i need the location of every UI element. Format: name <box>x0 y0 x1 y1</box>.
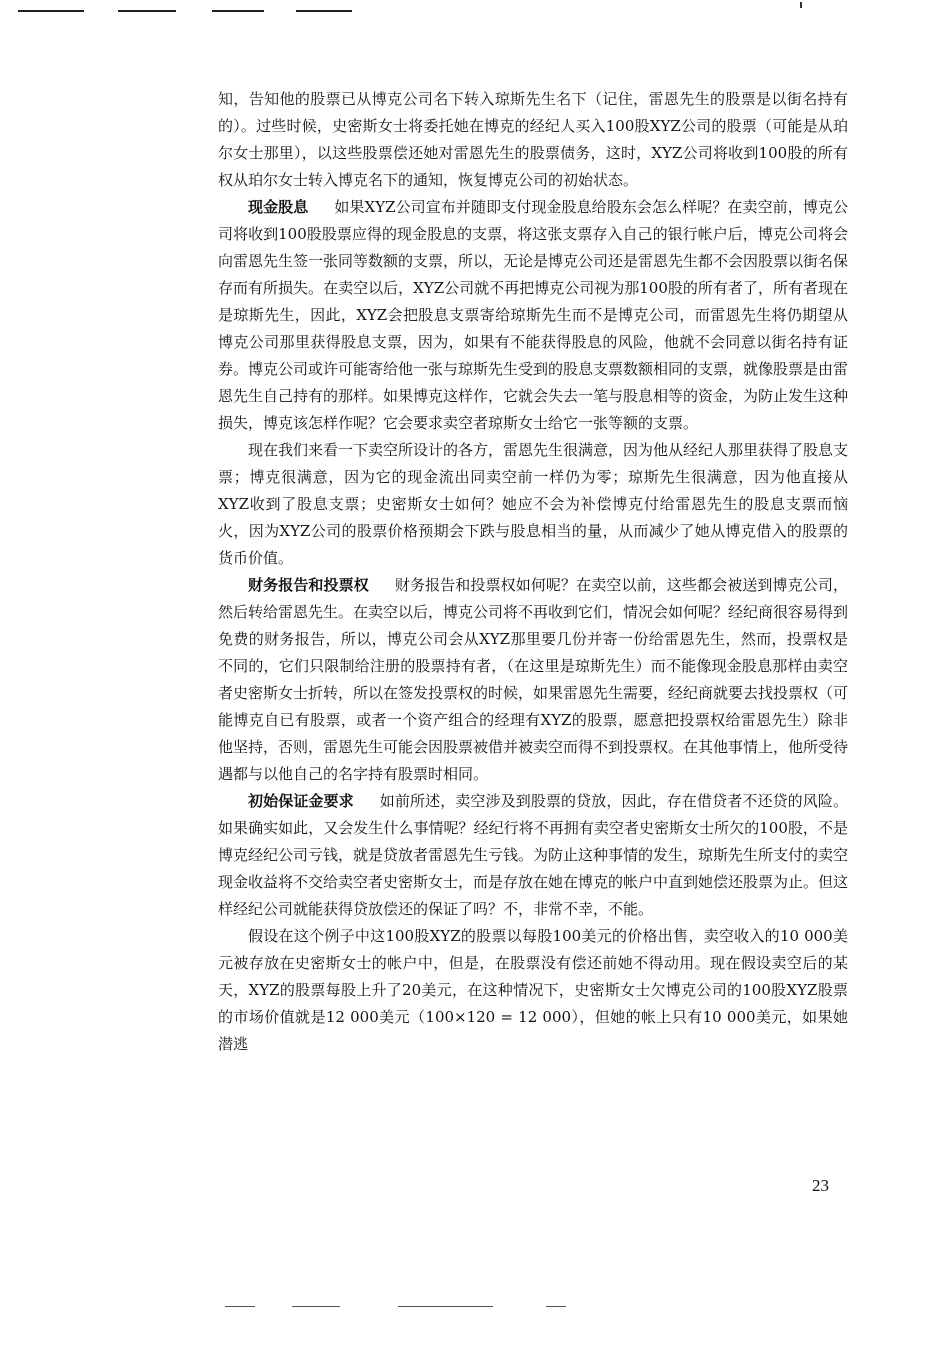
header-mark <box>800 2 802 8</box>
header-rule-1 <box>18 10 84 12</box>
paragraph-parties <box>218 437 848 572</box>
paragraph-text: 如果XYZ公司宣布并随即支付现金股息给股东会怎么样呢？在卖空前，博克公司将收到100股股票应得的现金股息的支票，将这张支票存入自己的银行帐户后，博克公司将会向雷恩先生签一张同等数额的支票，所以，无论是博克公司还是雷恩先生都不会因股票以街名保存而有所损失。在卖空以后，XYZ公司就不再把博克公司视为那100股的所有者了，所有者现在是琼斯先生，因此，XYZ会把股息支票寄给琼斯先生而不是博克公司，而雷恩先生将仍期望从博克公司那里获得股息支票，因为，如果有不能获得股息的风险，他就不会同意以街名持有证券。博克公司或许可能寄给他一张与琼斯先生受到的股息支票数额相同的支票，就像股票是由雷恩先生自己持有的那样。如果博克这样作，它就会失去一笔与股息相等的资金，为防止发生这种损失，博克该怎样作呢？它会要求卖空者琼斯女士给它一张等额的支票。 <box>218 198 849 432</box>
header-rule-3 <box>212 10 264 12</box>
paragraph-example <box>218 923 848 1058</box>
footer-scan-mark-2 <box>292 1306 340 1307</box>
paragraph-text: 财务报告和投票权如何呢？在卖空以前，这些都会被送到博克公司，然后转给雷恩先生。在卖空以后，博克公司将不再收到它们，情况会如何呢？经纪商很容易得到免费的财务报告，所以，博克公司会从XYZ那里要几份并寄一份给雷恩先生，然而，投票权是不同的，它们只限制给注册的股票持有者，（在这里是琼斯先生）而不能像现金股息那样由卖空者史密斯女士折转，所以在签发投票权的时候，如果雷恩先生需要，经纪商就要去找投票权（可能博克自已有股票，或者一个资产组合的经理有XYZ的股票，愿意把投票权给雷恩先生）除非他坚持，否则，雷恩先生可能会因股票被借并被卖空而得不到投票权。在其他事情上，他所受待遇都与以他自己的名字持有股票时相同。 <box>218 576 849 783</box>
paragraph-text: 知，告知他的股票已从博克公司名下转入琼斯先生名下（记住，雷恩先生的股票是以街名持有的）。过些时候，史密斯女士将委托她在博克的经纪人买入100股XYZ公司的股票（可能是从珀尔女士那里），以这些股票偿还她对雷恩先生的股票债务，这时，XYZ公司将收到100股的所有权从珀尔女士转入博克名下的通知，恢复博克公司的初始状态。 <box>218 90 848 189</box>
header-rule-2 <box>118 10 176 12</box>
paragraph-financial-reports-voting <box>218 572 848 788</box>
section-heading-financial-reports-voting: 财务报告和投票权 <box>248 576 369 594</box>
footer-scan-mark-3 <box>398 1306 493 1307</box>
paragraph-text: 假设在这个例子中这100股XYZ的股票以每股100美元的价格出售，卖空收入的10 000美元被存放在史密斯女士的帐户中，但是，在股票没有偿还前她不得动用。现在假设卖空后的某天，XYZ的股票每股上升了20美元，在这种情况下，史密斯女士欠博克公司的100股XYZ股票的市场价值就是12 000美元（100×120 = 12 000），但她的帐上只有10 000美元，如果她潜逃 <box>218 927 848 1053</box>
paragraph-text: 如前所述，卖空涉及到股票的贷放，因此，存在借贷者不还贷的风险。如果确实如此，又会发生什么事情呢？经纪行将不再拥有卖空者史密斯女士所欠的100股，不是博克经纪公司亏钱，就是贷放者雷恩先生亏钱。为防止这种事情的发生，琼斯先生所支付的卖空现金收益将不交给卖空者史密斯女士，而是存放在她在博克的帐户中直到她偿还股票为止。但这样经纪公司就能获得贷放偿还的保证了吗？不，非常不幸，不能。 <box>218 792 849 918</box>
body-text <box>218 86 848 1058</box>
page-number: 23 <box>812 1176 829 1195</box>
paragraph-cash-dividend <box>218 194 848 437</box>
section-heading-initial-margin: 初始保证金要求 <box>248 792 354 810</box>
header-rule-4 <box>296 10 352 12</box>
paragraph-initial-margin <box>218 788 848 923</box>
footer-scan-mark-1 <box>225 1306 255 1307</box>
paragraph-continuation <box>218 86 848 194</box>
footer-scan-mark-4 <box>546 1306 566 1307</box>
paragraph-text: 现在我们来看一下卖空所设计的各方，雷恩先生很满意，因为他从经纪人那里获得了股息支票；博克很满意，因为它的现金流出同卖空前一样仍为零；琼斯先生很满意，因为他直接从XYZ收到了股息支票；史密斯女士如何？她应不会为补偿博克付给雷恩先生的股息支票而恼火，因为XYZ公司的股票价格预期会下跌与股息相当的量，从而减少了她从博克借入的股票的货币价值。 <box>218 441 849 567</box>
section-heading-cash-dividend: 现金股息 <box>248 198 309 216</box>
